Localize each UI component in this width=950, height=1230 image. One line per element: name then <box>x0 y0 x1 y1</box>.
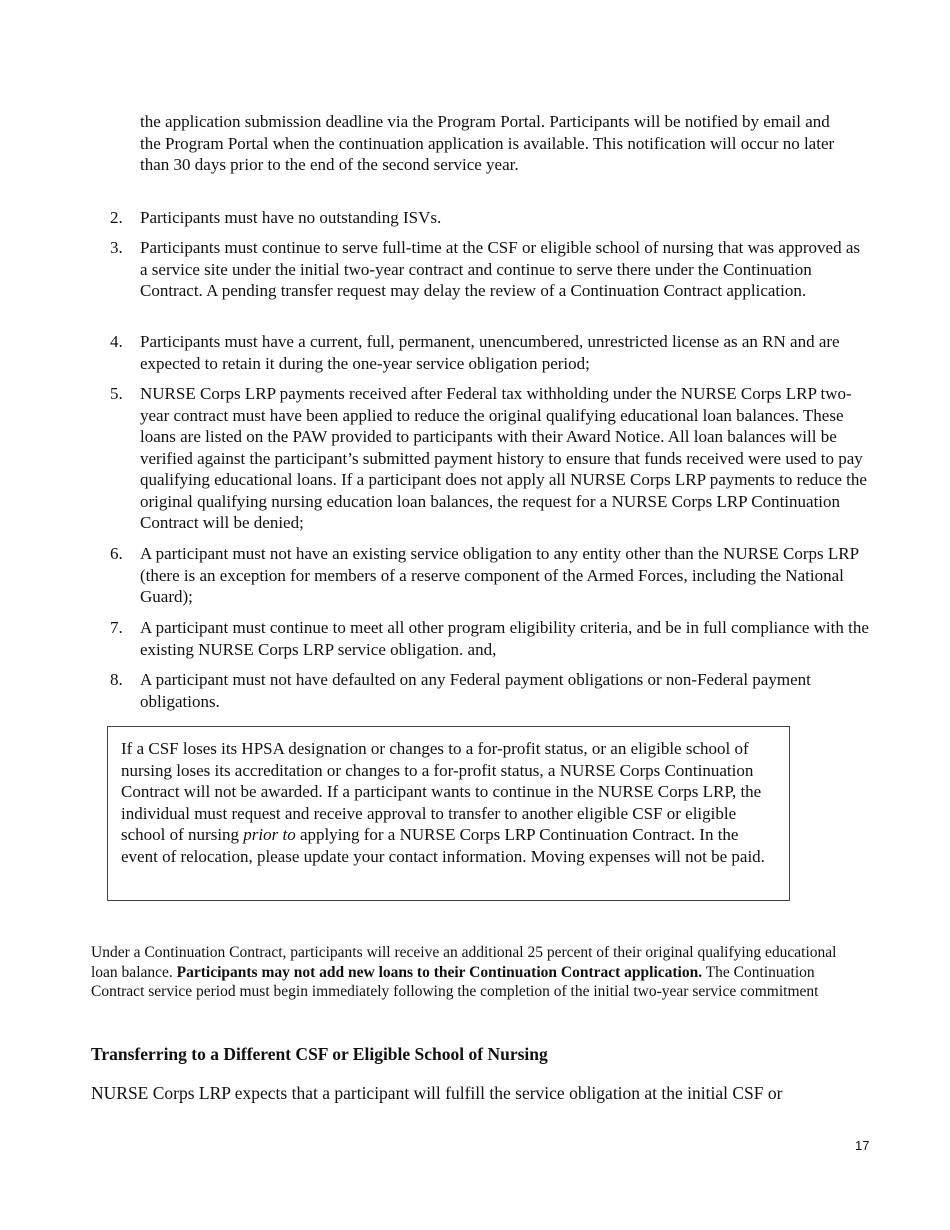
list-item-text: Participants must have no outstanding ISVs. <box>140 208 442 227</box>
notice-box <box>107 726 790 901</box>
page-number: 17 <box>855 1138 870 1153</box>
list-item-text: NURSE Corps LRP payments received after Federal tax withholding under the NURSE Corps LRP two-year contract must have been applied to reduce the original qualifying educational loan balances. These loans are listed on the PAW provided to participants with their Award Notice. All loan balances will be verified against the participant’s submitted payment history to ensure that funds received were used to pay qualifying educational loans. If a participant does not apply all NURSE Corps LRP payments to reduce the original qualifying nursing education loan balances, the request for a NURSE Corps LRP Continuation Contract will be denied; <box>140 384 867 532</box>
list-item-text: A participant must continue to meet all other program eligibility criteria, and be in full compliance with the existing NURSE Corps LRP service obligation. and, <box>140 618 869 659</box>
list-item-number: 5. <box>110 384 123 403</box>
continuation-bold-text: Participants may not add new loans to their Continuation Contract application. <box>176 963 703 981</box>
notice-text-part: applying for a NURSE Corps LRP Continuation Contract. In the event of relocation, please update your contact information. Moving expenses will not be paid. <box>121 825 765 866</box>
list-item-number: 3. <box>110 238 123 257</box>
continuation-paragraph <box>91 943 856 1002</box>
continuation-text: The Continuation Contract service period must begin immediately following the completion of the initial two-year service commitment <box>91 963 819 1000</box>
notice-text <box>121 738 776 867</box>
list-item-text: A participant must not have an existing service obligation to any entity other than the NURSE Corps LRP (there is an exception for members of a reserve component of the Armed Forces, including the National Guard); <box>140 544 859 606</box>
list-item-number: 4. <box>110 332 123 351</box>
notice-emphasis: prior to <box>243 825 296 844</box>
list-item-text: Participants must continue to serve full-time at the CSF or eligible school of nursing that was approved as a service site under the initial two-year contract and continue to serve there under the Continuation Contract. A pending transfer request may delay the review of a Continuation Contract application. <box>140 238 861 300</box>
list-item-number: 6. <box>110 544 123 563</box>
list-item <box>110 207 870 229</box>
list-item-number: 2. <box>110 208 123 227</box>
list-item-number: 7. <box>110 618 123 637</box>
continuation-text: Under a Continuation Contract, participants will receive an additional 25 percent of their original qualifying educational loan balance. <box>91 944 837 981</box>
list-item <box>110 237 870 302</box>
list-item <box>110 669 870 712</box>
section-heading: Transferring to a Different CSF or Eligible School of Nursing <box>91 1044 548 1064</box>
list-item-text: A participant must not have defaulted on any Federal payment obligations or non-Federal payment obligations. <box>140 670 811 711</box>
list-item <box>110 383 870 534</box>
list-item <box>110 543 870 608</box>
list-item <box>110 617 870 660</box>
list-item-text: Participants must have a current, full, permanent, unencumbered, unrestricted license as an RN and are expected to retain it during the one-year service obligation period; <box>140 332 840 373</box>
list-item <box>110 331 870 374</box>
section-paragraph: NURSE Corps LRP expects that a participant will fulfill the service obligation at the initial CSF or <box>91 1083 783 1103</box>
notice-text-part: If a CSF loses its HPSA designation or changes to a for-profit status, or an eligible school of nursing loses its accreditation or changes to a for-profit status, a NURSE Corps Continuation Contract will not be awarded. If a participant wants to continue in the NURSE Corps LRP, the individual must request and receive approval to transfer to another eligible CSF or eligible school of nursing <box>121 739 762 844</box>
continued-paragraph: the application submission deadline via the Program Portal. Participants will be notified by email and the Program Portal when the continuation application is available. This notification will occur no later than 30 days prior to the end of the second service year. <box>140 112 835 174</box>
list-item-number: 8. <box>110 670 123 689</box>
